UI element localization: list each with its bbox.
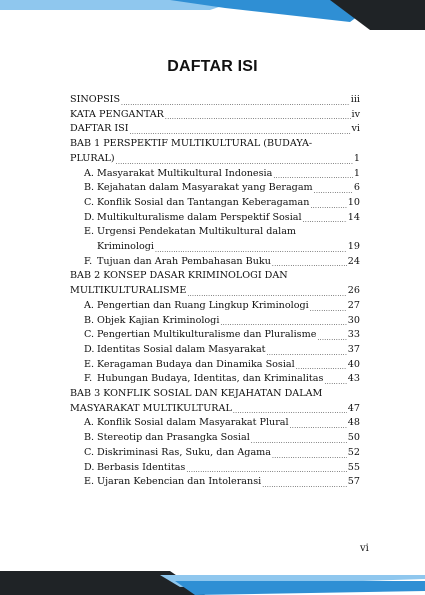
toc-entry-page: 6 xyxy=(353,182,360,194)
toc-entry-text: Kriminologi xyxy=(97,241,154,253)
toc-entry-page: 55 xyxy=(347,461,360,473)
leader-dots xyxy=(220,319,346,328)
footer-band xyxy=(0,565,425,595)
toc-entry-label: D. xyxy=(84,343,95,355)
toc-entry-page: 14 xyxy=(347,211,360,223)
toc-entry-label: A. xyxy=(84,167,94,179)
toc-entry-text: Kejahatan dalam Masyarakat yang Beragam xyxy=(97,182,313,194)
toc-entry-text: Berbasis Identitas xyxy=(97,461,186,473)
toc-entry-text: Tujuan dan Arah Pembahasan Buku xyxy=(97,255,271,267)
toc-entry[interactable] xyxy=(70,461,360,476)
toc-entry-page: 52 xyxy=(347,446,360,458)
toc-entry-text: Masyarakat Multikultural Indonesia xyxy=(97,167,273,179)
header-band xyxy=(0,0,425,30)
toc-entry-label: E. xyxy=(84,358,95,370)
toc-entry[interactable] xyxy=(70,358,360,373)
toc-entry-page: 57 xyxy=(347,476,360,488)
toc-entry-label: C. xyxy=(84,196,95,208)
toc-entry-text: Keragaman Budaya dan Dinamika Sosial xyxy=(97,358,295,370)
toc-entry-text: DAFTAR ISI xyxy=(70,123,129,135)
toc-entry[interactable] xyxy=(70,402,360,417)
toc-list xyxy=(70,93,360,490)
toc-entry-page: 47 xyxy=(347,402,360,414)
toc-entry-page: 26 xyxy=(347,285,360,297)
toc-entry-text: Identitas Sosial dalam Masyarakat xyxy=(97,343,266,355)
footer-band-blue xyxy=(175,581,425,595)
toc-entry-page: 43 xyxy=(347,373,360,385)
leader-dots xyxy=(267,349,347,358)
leader-dots xyxy=(272,260,347,269)
leader-dots xyxy=(303,216,347,225)
toc-entry-page: 48 xyxy=(347,417,360,429)
page-title: DAFTAR ISI xyxy=(167,58,258,75)
leader-dots xyxy=(121,99,350,108)
toc-entry-text: MASYARAKAT MULTIKULTURAL xyxy=(70,402,232,414)
toc-chapter-heading[interactable]: BAB 3 KONFLIK SOSIAL DAN KEJAHATAN DALAM xyxy=(70,388,323,400)
toc-entry-label: B. xyxy=(84,432,95,444)
toc-entry-label: F. xyxy=(84,373,93,385)
leader-dots xyxy=(290,422,347,431)
toc-entry[interactable] xyxy=(70,181,360,196)
leader-dots xyxy=(187,290,346,299)
toc-entry[interactable] xyxy=(70,431,360,446)
toc-entry-page: 1 xyxy=(353,167,360,179)
toc-entry[interactable] xyxy=(70,196,360,211)
toc-entry[interactable] xyxy=(70,255,360,270)
toc-entry-page: 19 xyxy=(347,241,360,253)
toc-entry[interactable] xyxy=(70,108,360,123)
toc-entry[interactable] xyxy=(70,152,360,167)
toc-entry-text: Objek Kajian Kriminologi xyxy=(97,314,220,326)
toc-entry-text: Konflik Sosial dalam Masyarakat Plural xyxy=(97,417,289,429)
toc-entry[interactable] xyxy=(70,93,360,108)
toc-entry-page: 1 xyxy=(353,152,360,164)
toc-entry-first-line[interactable] xyxy=(70,225,360,240)
leader-dots xyxy=(310,305,347,314)
leader-dots xyxy=(155,246,347,255)
toc-entry-page: iii xyxy=(350,94,360,105)
toc-entry[interactable] xyxy=(70,211,360,226)
toc-chapter-heading[interactable]: BAB 1 PERSPEKTIF MULTIKULTURAL (BUDAYA- xyxy=(70,138,313,150)
toc-entry-label: B. xyxy=(84,314,95,326)
toc-entry[interactable] xyxy=(70,299,360,314)
toc-entry[interactable] xyxy=(70,167,360,182)
leader-dots xyxy=(251,437,347,446)
toc-entry-text: Hubungan Budaya, Identitas, dan Kriminalitas xyxy=(97,373,324,385)
toc-entry-page: iv xyxy=(351,108,360,120)
leader-dots xyxy=(186,466,346,475)
toc-entry-label: E. xyxy=(84,476,95,488)
leader-dots xyxy=(310,202,346,211)
leader-dots xyxy=(116,158,353,167)
page-number: vi xyxy=(360,543,369,554)
leader-dots xyxy=(273,172,353,181)
leader-dots xyxy=(324,378,346,387)
toc-entry-page: vi xyxy=(351,123,360,135)
toc-entry-label: D. xyxy=(84,211,95,223)
toc-entry-text: Diskriminasi Ras, Suku, dan Agama xyxy=(97,446,271,458)
toc-entry-label: D. xyxy=(84,461,95,473)
toc-entry[interactable] xyxy=(70,343,360,358)
toc-entry-text: Urgensi Pendekatan Multikultural dalam xyxy=(97,226,297,238)
toc-entry-label: C. xyxy=(84,446,95,458)
toc-entry-text: SINOPSIS xyxy=(70,94,121,105)
toc-entry-text: KATA PENGANTAR xyxy=(70,108,164,120)
toc-entry-text: Konflik Sosial dan Tantangan Keberagaman xyxy=(97,196,310,208)
toc-entry-text: PLURAL) xyxy=(70,152,115,164)
toc-entry-text: Multikulturalisme dalam Perspektif Sosial xyxy=(97,211,302,223)
toc-entry[interactable] xyxy=(70,314,360,329)
toc-entry-page: 27 xyxy=(347,299,360,311)
toc-entry-page: 50 xyxy=(347,432,360,444)
toc-entry-text: Pengertian dan Ruang Lingkup Kriminologi xyxy=(97,299,309,311)
toc-entry-label: A. xyxy=(84,299,94,311)
toc-entry-page: 37 xyxy=(347,343,360,355)
toc-entry-label: F. xyxy=(84,255,93,267)
toc-entry-page: 24 xyxy=(347,255,360,267)
toc-entry-label: B. xyxy=(84,182,95,194)
toc-entry[interactable] xyxy=(70,372,360,387)
toc-entry-page: 30 xyxy=(347,314,360,326)
leader-dots xyxy=(317,334,346,343)
leader-dots xyxy=(130,128,351,137)
toc-chapter-heading[interactable]: BAB 2 KONSEP DASAR KRIMINOLOGI DAN xyxy=(70,270,288,282)
toc-entry-label: E. xyxy=(84,226,95,238)
toc-entry-text: MULTIKULTURALISME xyxy=(70,285,187,297)
leader-dots xyxy=(314,187,353,196)
toc-entry[interactable] xyxy=(70,240,360,255)
toc-entry-label: C. xyxy=(84,329,95,341)
toc-entry[interactable] xyxy=(70,416,360,431)
leader-dots xyxy=(233,407,347,416)
toc-entry[interactable] xyxy=(70,446,360,461)
leader-dots xyxy=(272,452,347,461)
toc-entry-text: Pengertian Multikulturalisme dan Pluralisme xyxy=(97,329,317,341)
leader-dots xyxy=(262,481,347,490)
leader-dots xyxy=(296,363,347,372)
toc-entry-text: Ujaran Kebencian dan Intoleransi xyxy=(97,476,262,488)
leader-dots xyxy=(165,113,351,122)
toc-entry[interactable] xyxy=(70,284,360,299)
toc-entry-text: Stereotip dan Prasangka Sosial xyxy=(97,432,250,444)
toc-entry-page: 10 xyxy=(347,196,360,208)
toc-entry-page: 40 xyxy=(347,358,360,370)
toc-entry[interactable] xyxy=(70,122,360,137)
toc-entry-label: A. xyxy=(84,417,94,429)
toc-entry-page: 33 xyxy=(347,329,360,341)
toc-entry[interactable] xyxy=(70,475,360,490)
toc-entry[interactable] xyxy=(70,328,360,343)
